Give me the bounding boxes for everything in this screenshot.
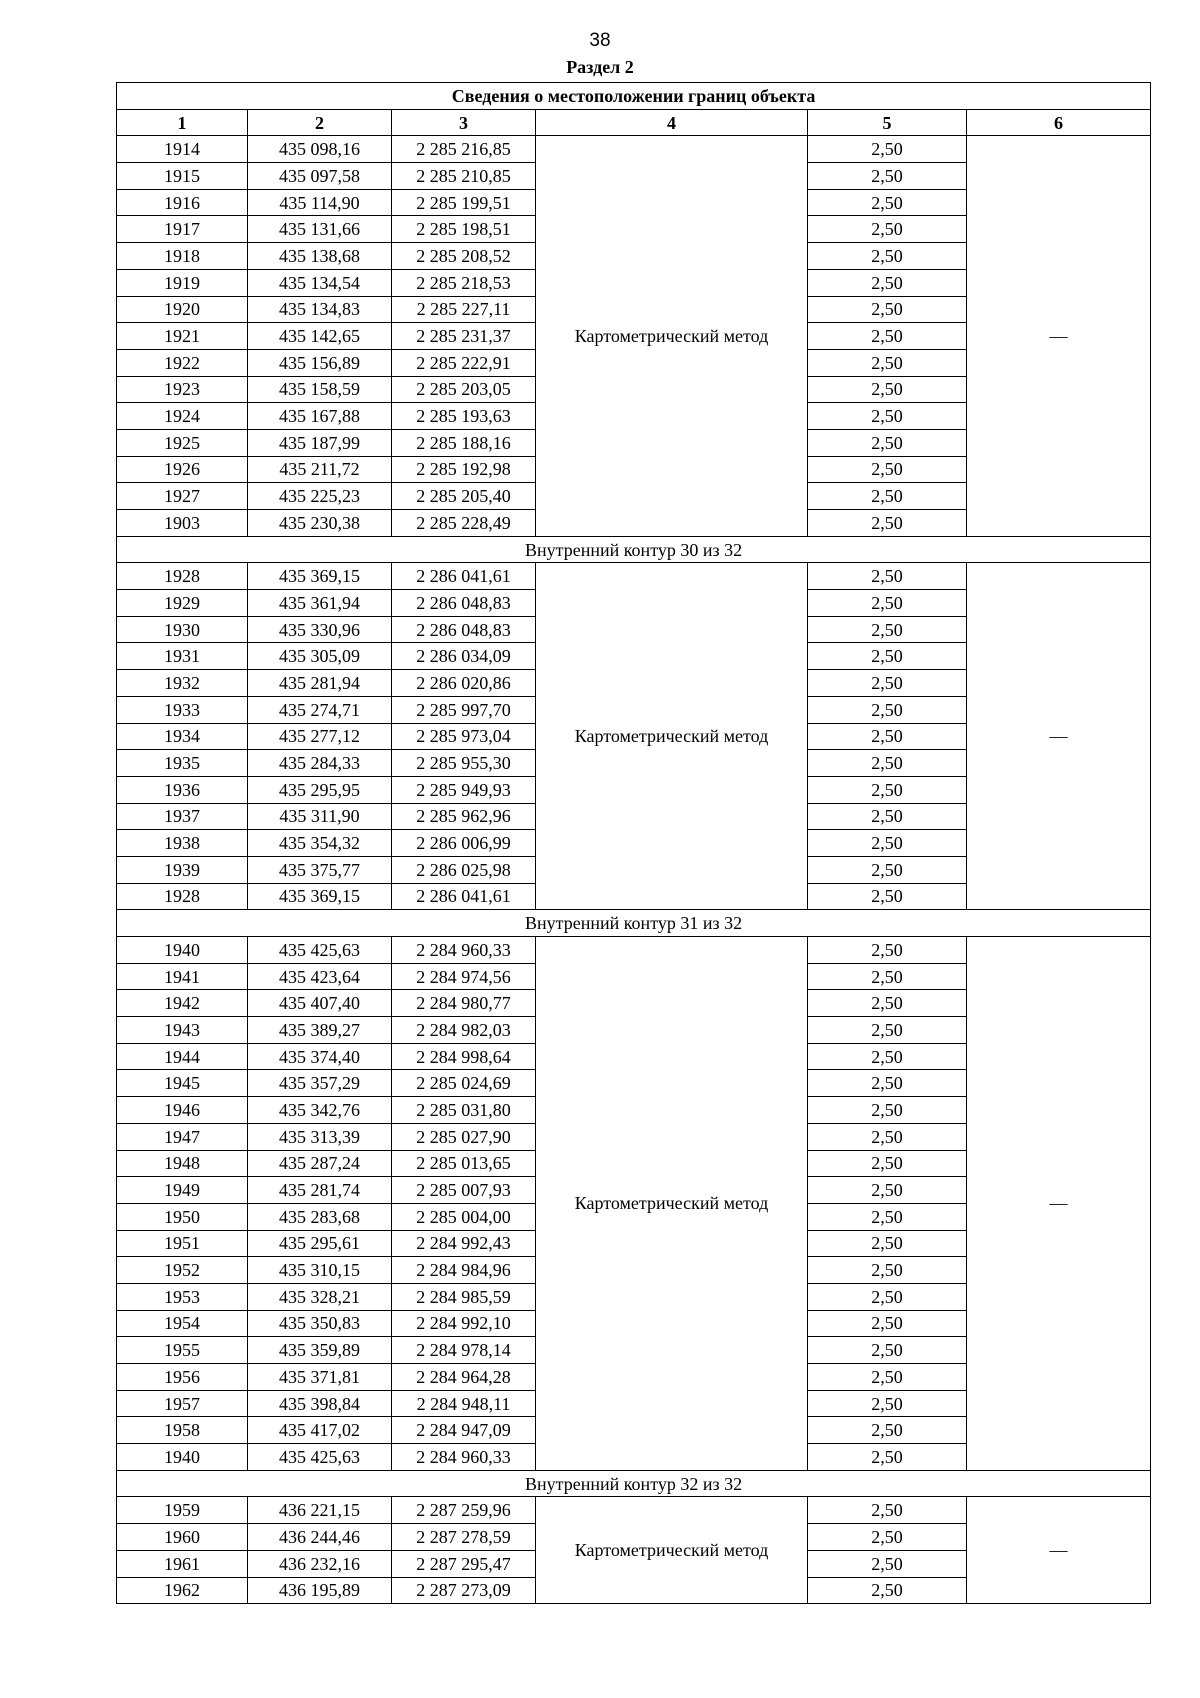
accuracy-cell: 2,50 xyxy=(808,990,967,1017)
x-coordinate-cell: 435 398,84 xyxy=(248,1390,392,1417)
note-cell: — xyxy=(967,563,1151,910)
y-coordinate-cell: 2 285 193,63 xyxy=(392,403,536,430)
x-coordinate-cell: 435 211,72 xyxy=(248,456,392,483)
accuracy-cell: 2,50 xyxy=(808,750,967,777)
x-coordinate-cell: 435 138,68 xyxy=(248,243,392,270)
y-coordinate-cell: 2 287 278,59 xyxy=(392,1524,536,1551)
accuracy-cell: 2,50 xyxy=(808,323,967,350)
x-coordinate-cell: 435 167,88 xyxy=(248,403,392,430)
note-cell: — xyxy=(967,1497,1151,1604)
x-coordinate-cell: 435 287,24 xyxy=(248,1150,392,1177)
point-number-cell: 1946 xyxy=(117,1097,248,1124)
accuracy-cell: 2,50 xyxy=(808,1497,967,1524)
y-coordinate-cell: 2 285 188,16 xyxy=(392,429,536,456)
accuracy-cell: 2,50 xyxy=(808,1310,967,1337)
accuracy-cell: 2,50 xyxy=(808,1283,967,1310)
point-number-cell: 1958 xyxy=(117,1417,248,1444)
y-coordinate-cell: 2 286 048,83 xyxy=(392,616,536,643)
y-coordinate-cell: 2 286 034,09 xyxy=(392,643,536,670)
y-coordinate-cell: 2 284 992,43 xyxy=(392,1230,536,1257)
y-coordinate-cell: 2 285 955,30 xyxy=(392,750,536,777)
x-coordinate-cell: 435 361,94 xyxy=(248,590,392,617)
y-coordinate-cell: 2 285 004,00 xyxy=(392,1203,536,1230)
point-number-cell: 1937 xyxy=(117,803,248,830)
y-coordinate-cell: 2 285 198,51 xyxy=(392,216,536,243)
y-coordinate-cell: 2 285 192,98 xyxy=(392,456,536,483)
y-coordinate-cell: 2 284 960,33 xyxy=(392,1444,536,1471)
accuracy-cell: 2,50 xyxy=(808,696,967,723)
x-coordinate-cell: 435 350,83 xyxy=(248,1310,392,1337)
x-coordinate-cell: 435 284,33 xyxy=(248,750,392,777)
point-number-cell: 1922 xyxy=(117,349,248,376)
accuracy-cell: 2,50 xyxy=(808,563,967,590)
point-number-cell: 1936 xyxy=(117,776,248,803)
x-coordinate-cell: 435 328,21 xyxy=(248,1283,392,1310)
accuracy-cell: 2,50 xyxy=(808,1203,967,1230)
x-coordinate-cell: 435 283,68 xyxy=(248,1203,392,1230)
accuracy-cell: 2,50 xyxy=(808,1070,967,1097)
x-coordinate-cell: 435 114,90 xyxy=(248,189,392,216)
accuracy-cell: 2,50 xyxy=(808,1550,967,1577)
accuracy-cell: 2,50 xyxy=(808,376,967,403)
accuracy-cell: 2,50 xyxy=(808,483,967,510)
table-row xyxy=(117,563,1151,590)
point-number-cell: 1943 xyxy=(117,1017,248,1044)
y-coordinate-cell: 2 285 231,37 xyxy=(392,323,536,350)
y-coordinate-cell: 2 284 984,96 xyxy=(392,1257,536,1284)
point-number-cell: 1941 xyxy=(117,963,248,990)
x-coordinate-cell: 436 221,15 xyxy=(248,1497,392,1524)
point-number-cell: 1934 xyxy=(117,723,248,750)
point-number-cell: 1940 xyxy=(117,937,248,964)
x-coordinate-cell: 435 359,89 xyxy=(248,1337,392,1364)
x-coordinate-cell: 435 374,40 xyxy=(248,1043,392,1070)
x-coordinate-cell: 435 342,76 xyxy=(248,1097,392,1124)
y-coordinate-cell: 2 286 041,61 xyxy=(392,883,536,910)
y-coordinate-cell: 2 285 949,93 xyxy=(392,776,536,803)
point-number-cell: 1919 xyxy=(117,269,248,296)
method-cell: Картометрический метод xyxy=(536,136,808,536)
accuracy-cell: 2,50 xyxy=(808,1150,967,1177)
x-coordinate-cell: 435 417,02 xyxy=(248,1417,392,1444)
table-row xyxy=(117,1497,1151,1524)
x-coordinate-cell: 435 371,81 xyxy=(248,1364,392,1391)
x-coordinate-cell: 435 369,15 xyxy=(248,883,392,910)
point-number-cell: 1944 xyxy=(117,1043,248,1070)
y-coordinate-cell: 2 284 985,59 xyxy=(392,1283,536,1310)
accuracy-cell: 2,50 xyxy=(808,269,967,296)
y-coordinate-cell: 2 284 960,33 xyxy=(392,937,536,964)
y-coordinate-cell: 2 285 228,49 xyxy=(392,510,536,537)
point-number-cell: 1914 xyxy=(117,136,248,163)
point-number-cell: 1918 xyxy=(117,243,248,270)
point-number-cell: 1948 xyxy=(117,1150,248,1177)
y-coordinate-cell: 2 285 208,52 xyxy=(392,243,536,270)
point-number-cell: 1945 xyxy=(117,1070,248,1097)
point-number-cell: 1926 xyxy=(117,456,248,483)
accuracy-cell: 2,50 xyxy=(808,1390,967,1417)
x-coordinate-cell: 435 230,38 xyxy=(248,510,392,537)
x-coordinate-cell: 435 330,96 xyxy=(248,616,392,643)
y-coordinate-cell: 2 285 962,96 xyxy=(392,803,536,830)
y-coordinate-cell: 2 285 024,69 xyxy=(392,1070,536,1097)
y-coordinate-cell: 2 287 259,96 xyxy=(392,1497,536,1524)
accuracy-cell: 2,50 xyxy=(808,776,967,803)
point-number-cell: 1957 xyxy=(117,1390,248,1417)
table-row xyxy=(117,937,1151,964)
y-coordinate-cell: 2 284 974,56 xyxy=(392,963,536,990)
table-caption: Сведения о местоположении границ объекта xyxy=(117,83,1151,110)
point-number-cell: 1925 xyxy=(117,429,248,456)
accuracy-cell: 2,50 xyxy=(808,1177,967,1204)
accuracy-cell: 2,50 xyxy=(808,1230,967,1257)
accuracy-cell: 2,50 xyxy=(808,1444,967,1471)
x-coordinate-cell: 435 156,89 xyxy=(248,349,392,376)
y-coordinate-cell: 2 285 222,91 xyxy=(392,349,536,376)
point-number-cell: 1938 xyxy=(117,830,248,857)
accuracy-cell: 2,50 xyxy=(808,510,967,537)
point-number-cell: 1916 xyxy=(117,189,248,216)
y-coordinate-cell: 2 285 203,05 xyxy=(392,376,536,403)
y-coordinate-cell: 2 285 210,85 xyxy=(392,163,536,190)
section-title: Раздел 2 xyxy=(566,57,634,77)
x-coordinate-cell: 435 389,27 xyxy=(248,1017,392,1044)
accuracy-cell: 2,50 xyxy=(808,1364,967,1391)
accuracy-cell: 2,50 xyxy=(808,429,967,456)
contour-row xyxy=(117,910,1151,937)
x-coordinate-cell: 435 425,63 xyxy=(248,937,392,964)
accuracy-cell: 2,50 xyxy=(808,856,967,883)
accuracy-cell: 2,50 xyxy=(808,883,967,910)
x-coordinate-cell: 436 232,16 xyxy=(248,1550,392,1577)
x-coordinate-cell: 435 281,74 xyxy=(248,1177,392,1204)
accuracy-cell: 2,50 xyxy=(808,937,967,964)
x-coordinate-cell: 435 131,66 xyxy=(248,216,392,243)
y-coordinate-cell: 2 287 295,47 xyxy=(392,1550,536,1577)
column-header: 4 xyxy=(536,109,808,136)
x-coordinate-cell: 435 354,32 xyxy=(248,830,392,857)
y-coordinate-cell: 2 284 980,77 xyxy=(392,990,536,1017)
accuracy-cell: 2,50 xyxy=(808,643,967,670)
x-coordinate-cell: 435 225,23 xyxy=(248,483,392,510)
y-coordinate-cell: 2 285 216,85 xyxy=(392,136,536,163)
y-coordinate-cell: 2 285 218,53 xyxy=(392,269,536,296)
accuracy-cell: 2,50 xyxy=(808,163,967,190)
y-coordinate-cell: 2 285 031,80 xyxy=(392,1097,536,1124)
y-coordinate-cell: 2 286 025,98 xyxy=(392,856,536,883)
y-coordinate-cell: 2 285 997,70 xyxy=(392,696,536,723)
accuracy-cell: 2,50 xyxy=(808,1043,967,1070)
accuracy-cell: 2,50 xyxy=(808,803,967,830)
point-number-cell: 1903 xyxy=(117,510,248,537)
accuracy-cell: 2,50 xyxy=(808,189,967,216)
y-coordinate-cell: 2 284 998,64 xyxy=(392,1043,536,1070)
x-coordinate-cell: 436 195,89 xyxy=(248,1577,392,1604)
x-coordinate-cell: 435 425,63 xyxy=(248,1444,392,1471)
y-coordinate-cell: 2 285 013,65 xyxy=(392,1150,536,1177)
point-number-cell: 1955 xyxy=(117,1337,248,1364)
table-body xyxy=(117,136,1151,1604)
x-coordinate-cell: 435 142,65 xyxy=(248,323,392,350)
contour-label: Внутренний контур 30 из 32 xyxy=(117,536,1151,563)
x-coordinate-cell: 435 423,64 xyxy=(248,963,392,990)
accuracy-cell: 2,50 xyxy=(808,616,967,643)
boundary-coordinates-table xyxy=(116,82,1151,1604)
point-number-cell: 1928 xyxy=(117,563,248,590)
accuracy-cell: 2,50 xyxy=(808,1017,967,1044)
x-coordinate-cell: 435 357,29 xyxy=(248,1070,392,1097)
point-number-cell: 1959 xyxy=(117,1497,248,1524)
y-coordinate-cell: 2 286 048,83 xyxy=(392,590,536,617)
accuracy-cell: 2,50 xyxy=(808,670,967,697)
x-coordinate-cell: 435 098,16 xyxy=(248,136,392,163)
x-coordinate-cell: 435 134,83 xyxy=(248,296,392,323)
table-row xyxy=(117,136,1151,163)
accuracy-cell: 2,50 xyxy=(808,403,967,430)
x-coordinate-cell: 435 305,09 xyxy=(248,643,392,670)
y-coordinate-cell: 2 285 199,51 xyxy=(392,189,536,216)
x-coordinate-cell: 435 274,71 xyxy=(248,696,392,723)
x-coordinate-cell: 435 277,12 xyxy=(248,723,392,750)
column-header: 1 xyxy=(117,109,248,136)
point-number-cell: 1949 xyxy=(117,1177,248,1204)
accuracy-cell: 2,50 xyxy=(808,136,967,163)
accuracy-cell: 2,50 xyxy=(808,1337,967,1364)
point-number-cell: 1923 xyxy=(117,376,248,403)
contour-label: Внутренний контур 32 из 32 xyxy=(117,1470,1151,1497)
contour-label: Внутренний контур 31 из 32 xyxy=(117,910,1151,937)
column-header: 6 xyxy=(967,109,1151,136)
note-cell: — xyxy=(967,136,1151,536)
y-coordinate-cell: 2 285 227,11 xyxy=(392,296,536,323)
x-coordinate-cell: 435 407,40 xyxy=(248,990,392,1017)
point-number-cell: 1921 xyxy=(117,323,248,350)
x-coordinate-cell: 435 134,54 xyxy=(248,269,392,296)
point-number-cell: 1932 xyxy=(117,670,248,697)
x-coordinate-cell: 435 313,39 xyxy=(248,1123,392,1150)
y-coordinate-cell: 2 284 982,03 xyxy=(392,1017,536,1044)
y-coordinate-cell: 2 286 020,86 xyxy=(392,670,536,697)
x-coordinate-cell: 435 281,94 xyxy=(248,670,392,697)
y-coordinate-cell: 2 285 027,90 xyxy=(392,1123,536,1150)
point-number-cell: 1915 xyxy=(117,163,248,190)
y-coordinate-cell: 2 286 006,99 xyxy=(392,830,536,857)
y-coordinate-cell: 2 284 948,11 xyxy=(392,1390,536,1417)
y-coordinate-cell: 2 284 947,09 xyxy=(392,1417,536,1444)
accuracy-cell: 2,50 xyxy=(808,456,967,483)
point-number-cell: 1961 xyxy=(117,1550,248,1577)
x-coordinate-cell: 435 369,15 xyxy=(248,563,392,590)
x-coordinate-cell: 435 097,58 xyxy=(248,163,392,190)
point-number-cell: 1939 xyxy=(117,856,248,883)
x-coordinate-cell: 435 295,95 xyxy=(248,776,392,803)
point-number-cell: 1956 xyxy=(117,1364,248,1391)
column-header: 5 xyxy=(808,109,967,136)
column-header: 3 xyxy=(392,109,536,136)
y-coordinate-cell: 2 286 041,61 xyxy=(392,563,536,590)
y-coordinate-cell: 2 284 964,28 xyxy=(392,1364,536,1391)
page-number: 38 xyxy=(589,30,611,51)
x-coordinate-cell: 435 187,99 xyxy=(248,429,392,456)
point-number-cell: 1950 xyxy=(117,1203,248,1230)
point-number-cell: 1927 xyxy=(117,483,248,510)
point-number-cell: 1920 xyxy=(117,296,248,323)
y-coordinate-cell: 2 284 978,14 xyxy=(392,1337,536,1364)
point-number-cell: 1942 xyxy=(117,990,248,1017)
accuracy-cell: 2,50 xyxy=(808,1097,967,1124)
accuracy-cell: 2,50 xyxy=(808,830,967,857)
point-number-cell: 1947 xyxy=(117,1123,248,1150)
point-number-cell: 1929 xyxy=(117,590,248,617)
column-header: 2 xyxy=(248,109,392,136)
point-number-cell: 1935 xyxy=(117,750,248,777)
y-coordinate-cell: 2 284 992,10 xyxy=(392,1310,536,1337)
accuracy-cell: 2,50 xyxy=(808,1257,967,1284)
accuracy-cell: 2,50 xyxy=(808,296,967,323)
y-coordinate-cell: 2 285 973,04 xyxy=(392,723,536,750)
accuracy-cell: 2,50 xyxy=(808,963,967,990)
point-number-cell: 1931 xyxy=(117,643,248,670)
y-coordinate-cell: 2 285 205,40 xyxy=(392,483,536,510)
x-coordinate-cell: 435 311,90 xyxy=(248,803,392,830)
accuracy-cell: 2,50 xyxy=(808,723,967,750)
point-number-cell: 1924 xyxy=(117,403,248,430)
accuracy-cell: 2,50 xyxy=(808,1524,967,1551)
point-number-cell: 1954 xyxy=(117,1310,248,1337)
x-coordinate-cell: 435 295,61 xyxy=(248,1230,392,1257)
table-header-row xyxy=(117,109,1151,136)
accuracy-cell: 2,50 xyxy=(808,1123,967,1150)
point-number-cell: 1940 xyxy=(117,1444,248,1471)
y-coordinate-cell: 2 285 007,93 xyxy=(392,1177,536,1204)
accuracy-cell: 2,50 xyxy=(808,349,967,376)
x-coordinate-cell: 435 375,77 xyxy=(248,856,392,883)
method-cell: Картометрический метод xyxy=(536,563,808,910)
accuracy-cell: 2,50 xyxy=(808,1577,967,1604)
point-number-cell: 1933 xyxy=(117,696,248,723)
point-number-cell: 1928 xyxy=(117,883,248,910)
point-number-cell: 1962 xyxy=(117,1577,248,1604)
accuracy-cell: 2,50 xyxy=(808,243,967,270)
point-number-cell: 1953 xyxy=(117,1283,248,1310)
x-coordinate-cell: 435 158,59 xyxy=(248,376,392,403)
point-number-cell: 1960 xyxy=(117,1524,248,1551)
contour-row xyxy=(117,1470,1151,1497)
point-number-cell: 1917 xyxy=(117,216,248,243)
y-coordinate-cell: 2 287 273,09 xyxy=(392,1577,536,1604)
accuracy-cell: 2,50 xyxy=(808,1417,967,1444)
note-cell: — xyxy=(967,937,1151,1471)
x-coordinate-cell: 435 310,15 xyxy=(248,1257,392,1284)
method-cell: Картометрический метод xyxy=(536,1497,808,1604)
method-cell: Картометрический метод xyxy=(536,937,808,1471)
x-coordinate-cell: 436 244,46 xyxy=(248,1524,392,1551)
point-number-cell: 1952 xyxy=(117,1257,248,1284)
point-number-cell: 1930 xyxy=(117,616,248,643)
point-number-cell: 1951 xyxy=(117,1230,248,1257)
contour-row xyxy=(117,536,1151,563)
accuracy-cell: 2,50 xyxy=(808,216,967,243)
accuracy-cell: 2,50 xyxy=(808,590,967,617)
